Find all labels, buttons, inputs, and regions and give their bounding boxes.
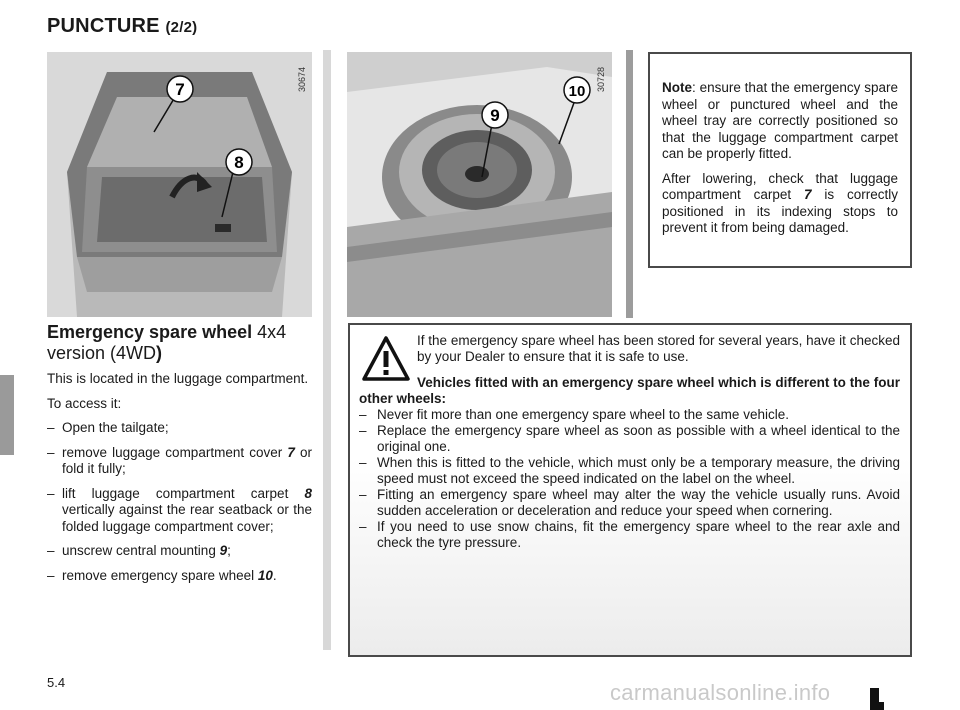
- warning-lead: If the emergency spare wheel has been stored for several years, have it checked by your Dealer to ensure that it is safe to use.: [417, 333, 900, 364]
- chapter-tab: [0, 375, 14, 455]
- figure-2-ref: 30728: [596, 66, 606, 92]
- step-item: – remove emergency spare wheel 10.: [47, 567, 277, 583]
- step-item: – remove luggage compartment cover 7 or fold it fully;: [47, 444, 312, 476]
- page-number: 5.4: [47, 675, 66, 690]
- luggage-compartment-photo: [47, 52, 312, 317]
- warning-item: – If you need to use snow chains, fit the emergency spare wheel to the rear axle and check the tyre pressure.: [359, 519, 900, 550]
- note-paragraph-1: [662, 80, 898, 163]
- callout-8: 8: [234, 153, 244, 172]
- callout-9: 9: [490, 106, 500, 125]
- callout-7: 7: [175, 80, 185, 99]
- step-item: – Open the tailgate;: [47, 420, 169, 435]
- warning-item: – Never fit more than one emergency spare wheel to the same vehicle.: [359, 407, 789, 422]
- warning-item: – When this is fitted to the vehicle, which must only be a temporary measure, the driving speed must not exceed the speed indicated on the label on the wheel.: [359, 455, 900, 486]
- instructions: [47, 371, 312, 592]
- access-text: To access it:: [47, 395, 122, 411]
- corner-mark-foot: [870, 702, 884, 710]
- title-sub: (2/2): [165, 19, 198, 36]
- warning-box: [348, 323, 912, 657]
- callout-10: 10: [568, 83, 586, 100]
- watermark: carmanualsonline.info: [610, 680, 831, 705]
- section-title: Emergency spare wheel 4x4 version (4WD): [47, 322, 287, 363]
- note-paragraph-2: After lowering, check that luggage compartment carpet 7 is correctly positioned in its indexing stops to prevent it from being damaged.: [662, 170, 898, 235]
- step-item: – unscrew central mounting 9;: [47, 543, 231, 558]
- title-text: PUNCTURE: [47, 15, 160, 37]
- spare-wheel-photo: [347, 52, 612, 317]
- note-box: [648, 52, 912, 268]
- note-ref-7: 7: [804, 187, 812, 202]
- note-label: Note: [662, 80, 692, 95]
- note-text: : ensure that the emergency spare wheel or punctured wheel and the wheel tray are correctly positioned so that the luggage compartment carpet can be properly fitted.: [662, 80, 898, 161]
- warning-subhead: Vehicles fitted with an emergency spare wheel which is different to the four other wheels:: [359, 375, 900, 406]
- column-divider-2: [626, 50, 633, 318]
- page-title: [47, 15, 197, 38]
- figure-1-ref: 30674: [297, 66, 307, 92]
- warning-triangle-icon: [362, 335, 410, 383]
- column-divider: [323, 50, 331, 650]
- warning-item: – Fitting an emergency spare wheel may alter the way the vehicle usually runs. Avoid sudden acceleration or deceleration and reduce your speed when cornering.: [359, 487, 900, 518]
- intro-text: This is located in the luggage compartment.: [47, 371, 309, 386]
- step-item: – lift luggage compartment carpet 8 vertically against the rear seatback or the folded luggage compartment cover;: [47, 485, 312, 534]
- warning-item: – Replace the emergency spare wheel as soon as possible with a wheel identical to the original one.: [359, 423, 900, 454]
